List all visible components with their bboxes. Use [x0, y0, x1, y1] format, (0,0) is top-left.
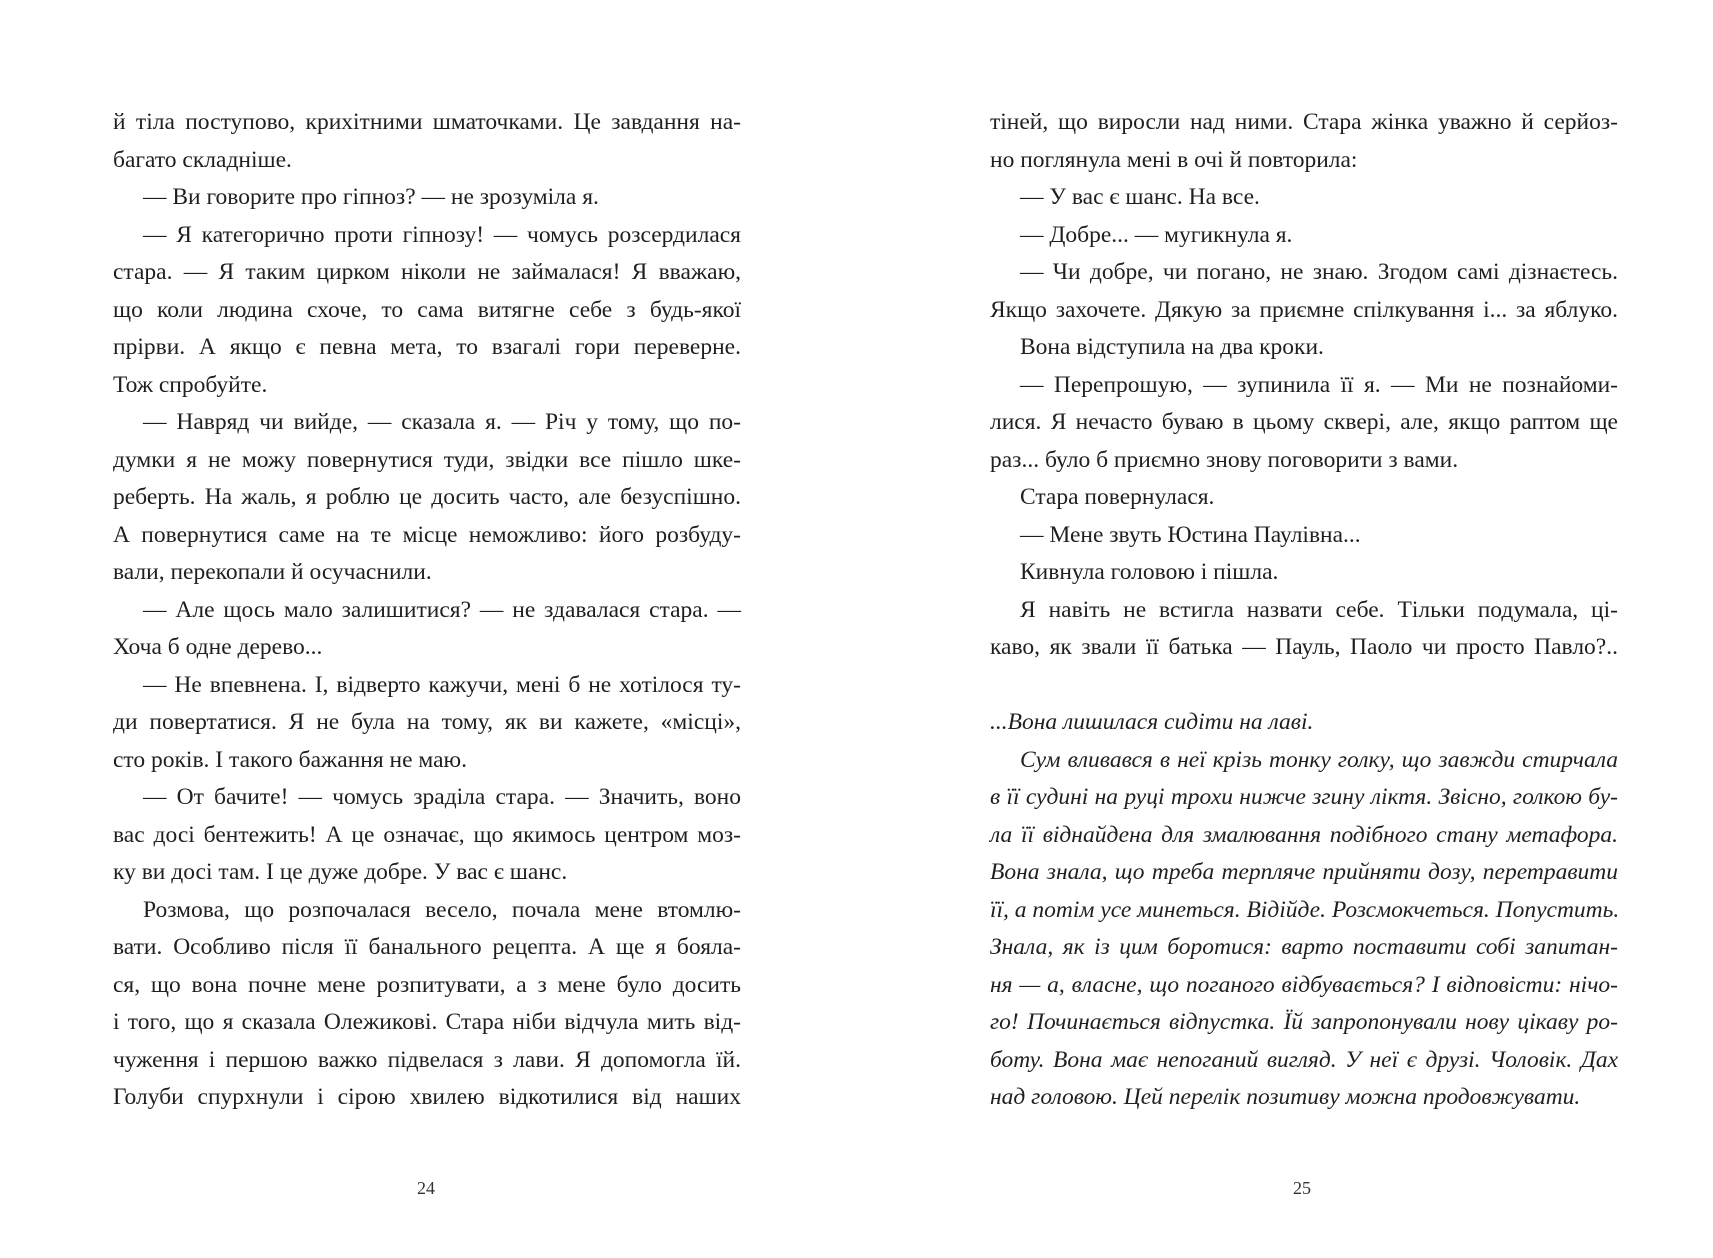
text-line: го! Починається відпустка. Їй запропонували нову цікаву ро- [990, 1009, 1618, 1035]
text-line: реберть. На жаль, я роблю це досить часто, але безуспішно. [113, 484, 741, 510]
text-line: сто років. І такого бажання не маю. [113, 746, 467, 773]
text-line: но поглянула мені в очі й повторила: [990, 146, 1358, 173]
section-break [990, 667, 1618, 705]
text-line: Я навіть не встигла назвати себе. Тільки подумала, ці- [1020, 596, 1618, 623]
text-line: — Добре... — мугикнула я. [1020, 221, 1293, 248]
text-line: ку ви досі там. І це дуже добре. У вас є шанс. [113, 859, 568, 885]
text-line: Голуби спурхнули і сірою хвилею відкотилися від наших [113, 1084, 741, 1110]
text-line: Сум вливався в неї крізь тонку голку, що завжди стирчала [1020, 746, 1618, 773]
left-page-text [113, 104, 741, 1117]
page-number: 24 [417, 1178, 435, 1198]
text-line: ся, що вона почне мене розпитувати, а з мене було досить [113, 971, 741, 998]
text-line: ла її віднайдена для змалювання подібного стану метафора. [990, 821, 1618, 848]
text-line: — Не впевнена. І, відверто кажучи, мені б не хотілося ту- [143, 671, 741, 698]
text-line: Кивнула головою і пішла. [1020, 559, 1279, 585]
text-line: і того, що я сказала Олежикові. Стара ніби відчула мить від- [113, 1009, 741, 1035]
text-line: Хоча б одне дерево... [113, 634, 323, 660]
text-line: Стара повернулася. [1020, 484, 1215, 510]
text-line: ди повертатися. Я не була на тому, як ви кажете, «місці», [113, 709, 741, 735]
text-line: тіней, що виросли над ними. Стара жінка уважно й серйоз- [990, 109, 1618, 135]
text-line: боту. Вона має непоганий вигляд. У неї є друзі. Чоловік. Дах [990, 1046, 1618, 1073]
text-line: ня — а, власне, що поганого відбувається? І відповісти: нічо- [990, 971, 1618, 998]
text-line: прірви. А якщо є певна мета, то взагалі гори переверне. [113, 334, 741, 360]
text-line: над головою. Цей перелік позитиву можна продовжувати. [990, 1084, 1581, 1110]
right-page [856, 0, 1713, 1258]
text-line: її, а потім усе минеться. Відійде. Розсмокчеться. Попустить. [990, 896, 1620, 923]
text-line: — Перепрошую, — зупинила її я. — Ми не познайоми- [1020, 371, 1618, 398]
text-line: Розмова, що розпочалася весело, почала мене втомлю- [143, 896, 741, 923]
page-number: 25 [1293, 1178, 1311, 1198]
text-line: лися. Я нечасто буваю в цьому сквері, але, якщо раптом ще [990, 409, 1618, 435]
text-line: — От бачите! — чомусь зраділа стара. — Значить, воно [143, 784, 741, 810]
text-line: що коли людина схоче, то сама витягне себе з будь-якої [113, 296, 741, 323]
text-line: Тож спробуйте. [113, 371, 268, 398]
text-line: — Мене звуть Юстина Паулівна... [1020, 521, 1361, 548]
text-line: раз... було б приємно знову поговорити з вами. [990, 446, 1459, 473]
text-line: Якщо захочете. Дякую за приємне спілкування і... за яблуко. [990, 296, 1618, 323]
text-line: вас досі бентежить! А це означає, що якимось центром моз- [113, 821, 741, 848]
text-line: Знала, як із цим боротися: варто поставити собі запитан- [990, 934, 1618, 960]
left-page [0, 0, 856, 1258]
text-line: вали, перекопали й осучаснили. [113, 559, 432, 585]
text-line: Вона відступила на два кроки. [1020, 334, 1324, 360]
text-line: А повернутися саме на те місце неможливо: його розбуду- [113, 521, 741, 548]
right-page-text [990, 104, 1618, 1117]
text-line: стара. — Я таким цирком ніколи не займалася! Я вважаю, [113, 259, 741, 285]
text-line: Вона знала, що треба терпляче прийняти дозу, перетравити [990, 859, 1618, 885]
text-line: каво, як звали її батька — Пауль, Паоло чи просто Павло?.. [990, 634, 1618, 660]
text-line: в її судині на руці трохи нижче згину ліктя. Звісно, голкою бу- [990, 784, 1618, 810]
text-line: чуження і першою важко підвелася з лави. Я допомогла їй. [113, 1046, 741, 1073]
text-line: багато складніше. [113, 146, 292, 173]
text-line: ...Вона лишилася сидіти на лаві. [990, 709, 1314, 735]
text-line: — Ви говорите про гіпноз? — не зрозуміла я. [143, 184, 599, 210]
text-line: вати. Особливо після її банального рецепта. А ще я бояла- [113, 934, 741, 960]
text-line: думки я не можу повернутися туди, звідки все пішло шке- [113, 446, 741, 473]
text-line: — Чи добре, чи погано, не знаю. Згодом самі дізнаєтесь. [1020, 259, 1618, 285]
text-line: — Навряд чи вийде, — сказала я. — Річ у тому, що по- [143, 409, 741, 435]
text-line: — Але щось мало залишитися? — не здавалася стара. — [143, 596, 741, 623]
text-line: й тіла поступово, крихітними шматочками. Це завдання на- [113, 109, 741, 135]
text-line: — Я категорично проти гіпнозу! — чомусь розсердилася [143, 221, 741, 248]
text-line: — У вас є шанс. На все. [1020, 184, 1260, 210]
